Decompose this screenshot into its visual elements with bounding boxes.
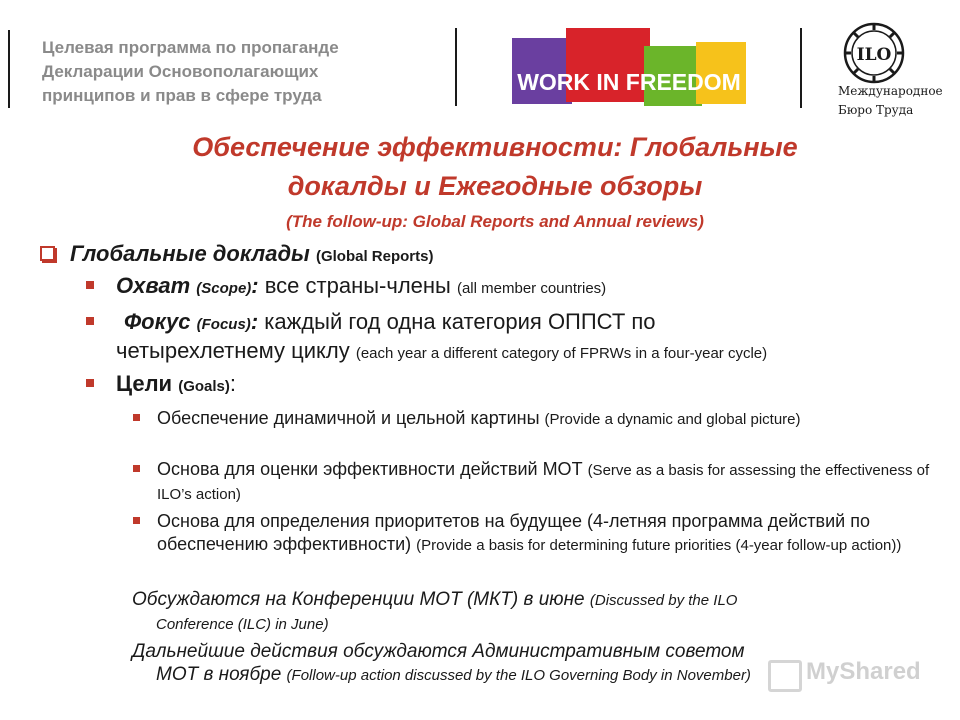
goal-item-en: (Serve as a basis for assessing the effectiveness of ILO’s action) xyxy=(157,462,930,503)
header-divider-right xyxy=(800,28,802,108)
bullet-focus xyxy=(86,309,926,367)
program-title-line3: принципов и прав в сфере труда xyxy=(42,86,322,105)
focus-head: Фокус xyxy=(124,309,191,334)
bullet-scope xyxy=(86,273,926,302)
ilo-caption-line1: Международное xyxy=(838,84,943,98)
header-divider-middle xyxy=(455,28,457,106)
bullet-global-reports xyxy=(40,240,920,271)
slide-title-line2: докалды и Ежегодные обзоры xyxy=(287,171,703,201)
scope-text-en: (all member countries) xyxy=(456,280,607,297)
square-bullet-icon xyxy=(86,379,94,387)
scope-colon: : xyxy=(251,273,259,298)
note-ilc-ru: Обсуждаются на Конференции МОТ (МКТ) в июне xyxy=(132,589,590,610)
ilo-emblem-icon xyxy=(843,22,905,84)
ilo-caption-line2: Бюро Труда xyxy=(838,103,914,117)
goal-item-en: (Provide a basis for determining future priorities (4-year follow-up action)) xyxy=(416,537,902,554)
note-gb-ru-line2: МОТ в ноябре xyxy=(156,664,287,685)
slide-subtitle: (The follow-up: Global Reports and Annual reviews) xyxy=(286,212,704,231)
hollow-square-bullet-icon xyxy=(40,246,55,261)
program-title-line1: Целевая программа по пропаганде xyxy=(42,38,339,57)
presentation-icon xyxy=(768,660,802,692)
goals-head-en: (Goals) xyxy=(178,378,230,395)
square-bullet-icon xyxy=(86,317,94,325)
goal-item xyxy=(133,510,933,557)
bullet-goals xyxy=(86,371,926,400)
goal-item-en: (Provide a dynamic and global picture) xyxy=(544,411,801,428)
goal-item xyxy=(133,407,933,431)
ilo-caption xyxy=(838,82,958,120)
note-ilc-en-line2: Conference (ILC) in June) xyxy=(156,616,329,633)
watermark xyxy=(768,658,938,694)
focus-text-en: (each year a different category of FPRWs in a four-year cycle) xyxy=(355,345,768,362)
focus-colon: : xyxy=(250,309,259,334)
program-title-line2: Декларации Основополагающих xyxy=(42,62,319,81)
goals-colon: : xyxy=(229,371,237,396)
focus-text-line1: каждый год одна категория ОППСТ по xyxy=(258,309,656,334)
logo-wordmark: WORK IN FREEDOM xyxy=(517,69,741,95)
goal-item-ru: Обеспечение динамичной и цельной картины xyxy=(157,408,545,428)
note-gb-en-line2: (Follow-up action discussed by the ILO Governing Body in November) xyxy=(286,667,751,684)
goal-item-ru: Основа для определения приоритетов на будущее (4-летняя программа действий по обеспечению эффективности) xyxy=(157,511,870,554)
note-ilc xyxy=(132,588,922,636)
square-bullet-icon xyxy=(133,465,140,472)
program-title xyxy=(42,36,442,108)
global-reports-label-en: (Global Reports) xyxy=(315,248,434,265)
square-bullet-icon xyxy=(133,414,140,421)
global-reports-label: Глобальные доклады xyxy=(70,241,310,266)
square-bullet-icon xyxy=(86,281,94,289)
scope-text: все страны-члены xyxy=(258,273,457,298)
ilo-emblem-text: ILO xyxy=(856,45,892,65)
goal-item-ru: Основа для оценки эффективности действий МОТ xyxy=(157,459,588,479)
goals-head: Цели xyxy=(116,371,173,396)
note-gb-ru-line1: Дальнейшие действия обсуждаются Административным советом xyxy=(132,641,745,662)
watermark-text: MyShared xyxy=(806,658,921,685)
square-bullet-icon xyxy=(133,517,140,524)
header-divider-left xyxy=(8,30,10,108)
slide-title xyxy=(100,128,890,206)
goal-item xyxy=(133,458,933,506)
focus-text-line2: четырехлетнему циклу xyxy=(116,338,356,363)
note-ilc-en-line1: (Discussed by the ILO xyxy=(589,592,738,609)
scope-head-en: (Scope) xyxy=(196,280,252,297)
focus-head-en: (Focus) xyxy=(196,316,251,333)
slide-title-line1: Обеспечение эффективности: Глобальные xyxy=(192,132,798,162)
work-in-freedom-logo xyxy=(512,28,746,106)
scope-head: Охват xyxy=(116,273,191,298)
